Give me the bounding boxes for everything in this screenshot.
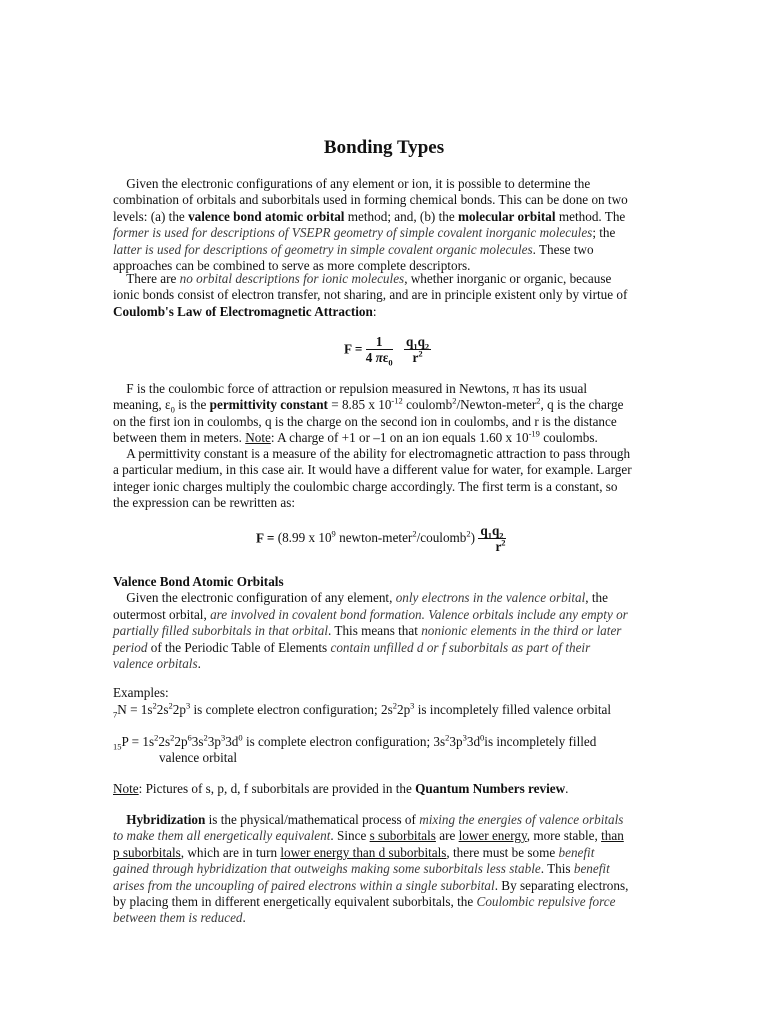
- coulomb-formula: F = $\frac{1}{4 \pi\varepsilon_0}$ $\frac{q_1q_2}{r^2}$: [344, 334, 430, 368]
- hybridization-paragraph: Hybridization is the physical/mathematical process of mixing the energies of valence orbitals to make them all energetically equivalent. Since s suborbitals are lower energy, more stable, than p suborbitals, which are in turn lower energy than d suborbitals, there must be some benefit gained through hybridization that outweighs making some suborbitals less stable. This benefit arises from the uncoupling of paired electrons within a single suborbital. By separating electrons, by placing them in different energetically equivalent suborbitals, the Coulombic repulsive force between them is reduced.: [113, 812, 629, 926]
- force-paragraph: F is the coulombic force of attraction or repulsion measured in Newtons, π has its usual meaning, $\varepsilon_0$ is the permittivity constant = 8.85 x $10^{-12}$ coulomb$^2$/Newton-meter$^2$, q is the charge on the first ion in coulombs, q is the charge on the second ion in coulombs, and r is the distance between them in meters. Note: A charge of +1 or –1 on an ion equals 1.60 x $10^{-19}$ coulombs.: [113, 381, 624, 446]
- rewritten-formula: F = (8.99 x $10^9$ newton-meter$^2$/coulomb$^2$) $\frac{q_1q_2}{r^2}$: [256, 523, 506, 554]
- intro-paragraph: Given the electronic configurations of any element or ion, it is possible to determine the combination of orbitals and suborbitals used in forming chemical bonds. This can be done on two levels: (a) the valence bond atomic orbital method; and, (b) the molecular orbital method. The former is used for descriptions of VSEPR geometry of simple covalent inorganic molecules; the latter is used for descriptions of geometry in simple covalent organic molecules. These two approaches can be combined to serve as more complete descriptors.: [113, 176, 628, 274]
- section-heading: Valence Bond Atomic Orbitals: [113, 574, 284, 589]
- ionic-paragraph: There are no orbital descriptions for ionic molecules, whether inorganic or organic, because ionic bonds consist of electron transfer, not sharing, and are in principle existent only by virtue of Coulomb's Law of Electromagnetic Attraction:: [113, 271, 628, 319]
- page-title: Bonding Types: [323, 137, 445, 158]
- suborbitals-note: Note: Pictures of s, p, d, f suborbitals are provided in the Quantum Numbers review.: [113, 781, 569, 796]
- examples-label: Examples:: [113, 685, 169, 700]
- charge-fraction: $\frac{q_1q_2}{r^2}$: [405, 334, 430, 365]
- charge-fraction-2: $\frac{q_1q_2}{r^2}$: [480, 523, 506, 554]
- valence-bond-section: Valence Bond Atomic Orbitals Given the electronic configuration of any element, only electrons in the valence orbital, the outermost orbital, are involved in covalent bond formation. Valence orbitals include any empty or partially filled suborbitals in that orbital. This means that nonionic elements in the third or later period of the Periodic Table of Elements contain unfilled d or f suborbitals as part of their valence orbitals.: [113, 574, 628, 672]
- nitrogen-example: $_7N = 1s^22s^22p^3$ is complete electron configuration; $2s^22p^3$ is incompletely filled valence orbital: [113, 700, 612, 720]
- phosphorus-example: $_{15}P = 1s^22s^22p^63s^23p^33d^0$ is complete electron configuration; $3s^23p^33d^0is$ incompletely filled valence orbital: [113, 732, 597, 766]
- constant-fraction: $\frac{1}{4 \pi\varepsilon_0}$: [365, 334, 393, 368]
- permittivity-paragraph: A permittivity constant is a measure of the ability for electromagnetic attraction to pass through a particular medium, in this case air. It would have a different value for water, for example. Larger integer ionic charges multiply the coulombic charge accordingly. The first term is a constant, so the expression can be rewritten as:: [113, 446, 632, 511]
